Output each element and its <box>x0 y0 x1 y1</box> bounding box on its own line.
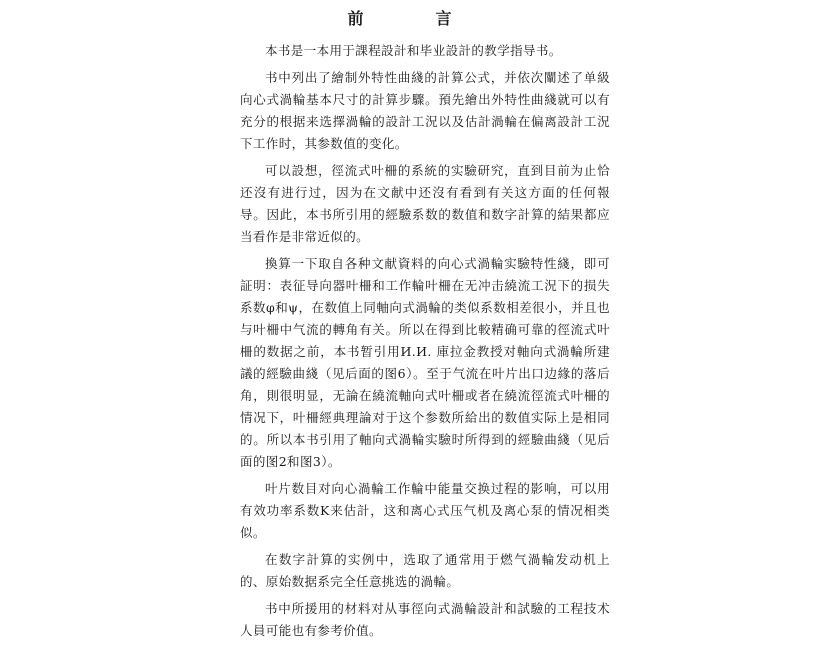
paragraph: 叶片数目对向心渦輪工作輪中能量交换过程的影响，可以用有效功率系数K来估計，这和离心式压气机及离心泵的情况相类似。 <box>240 481 610 540</box>
paragraph: 可以設想，徑流式叶柵的系統的实驗研究，直到目前为止恰还沒有进行过，因为在文献中还沒有看到有关这方面的任何報导。因此，本书所引用的經驗系数的数值和数字計算的結果都应当看作是非常近似的。 <box>240 163 610 244</box>
paragraph: 书中列出了繪制外特性曲綫的計算公式，并依次闡述了单級向心式渦輪基本尺寸的計算步驟。預先繪出外特性曲綫就可以有充分的根据来选擇渦輪的設計工況以及估計渦輪在偏离設計工況下工作时，其参数值的变化。 <box>240 70 610 151</box>
paragraph: 本书是一本用于課程設計和毕业設計的教学指导书。 <box>265 43 562 58</box>
paragraph: 換算一下取自各种文献資料的向心式渦輪实驗特性綫，即可証明：表征导向器叶柵和工作輪叶柵在无冲击繞流工況下的损失系数φ和ψ，在数值上同軸向式渦輪的类似系数相差很小，并且也与叶柵中气流的轉角有关。所以在得到比較精确可靠的徑流式叶柵的数据之前，本书暂引用И.И. 庫拉金教授对軸向式渦輪所建議的經驗曲綫（见后面的图6）。至于气流在叶片出口边緣的落后角，則很明显，无論在繞流軸向式叶柵或者在繞流徑流式叶柵的情况下，叶柵經典理論对于这个参数所給出的数值实际上是相同的。所以本书引用了軸向式渦輪实驗时所得到的經驗曲綫（见后面的图2和图3）。 <box>240 256 610 469</box>
paragraph: 书中所援用的材料对从事徑向式渦輪設計和試驗的工程技术人員可能也有参考价值。 <box>240 601 610 638</box>
page-title: 前 言 <box>347 9 480 28</box>
preface-body <box>240 40 610 647</box>
paragraph: 在数字計算的实例中，选取了通常用于燃气渦輪发动机上的、原始数据系完全任意挑选的渦輪。 <box>240 552 610 589</box>
